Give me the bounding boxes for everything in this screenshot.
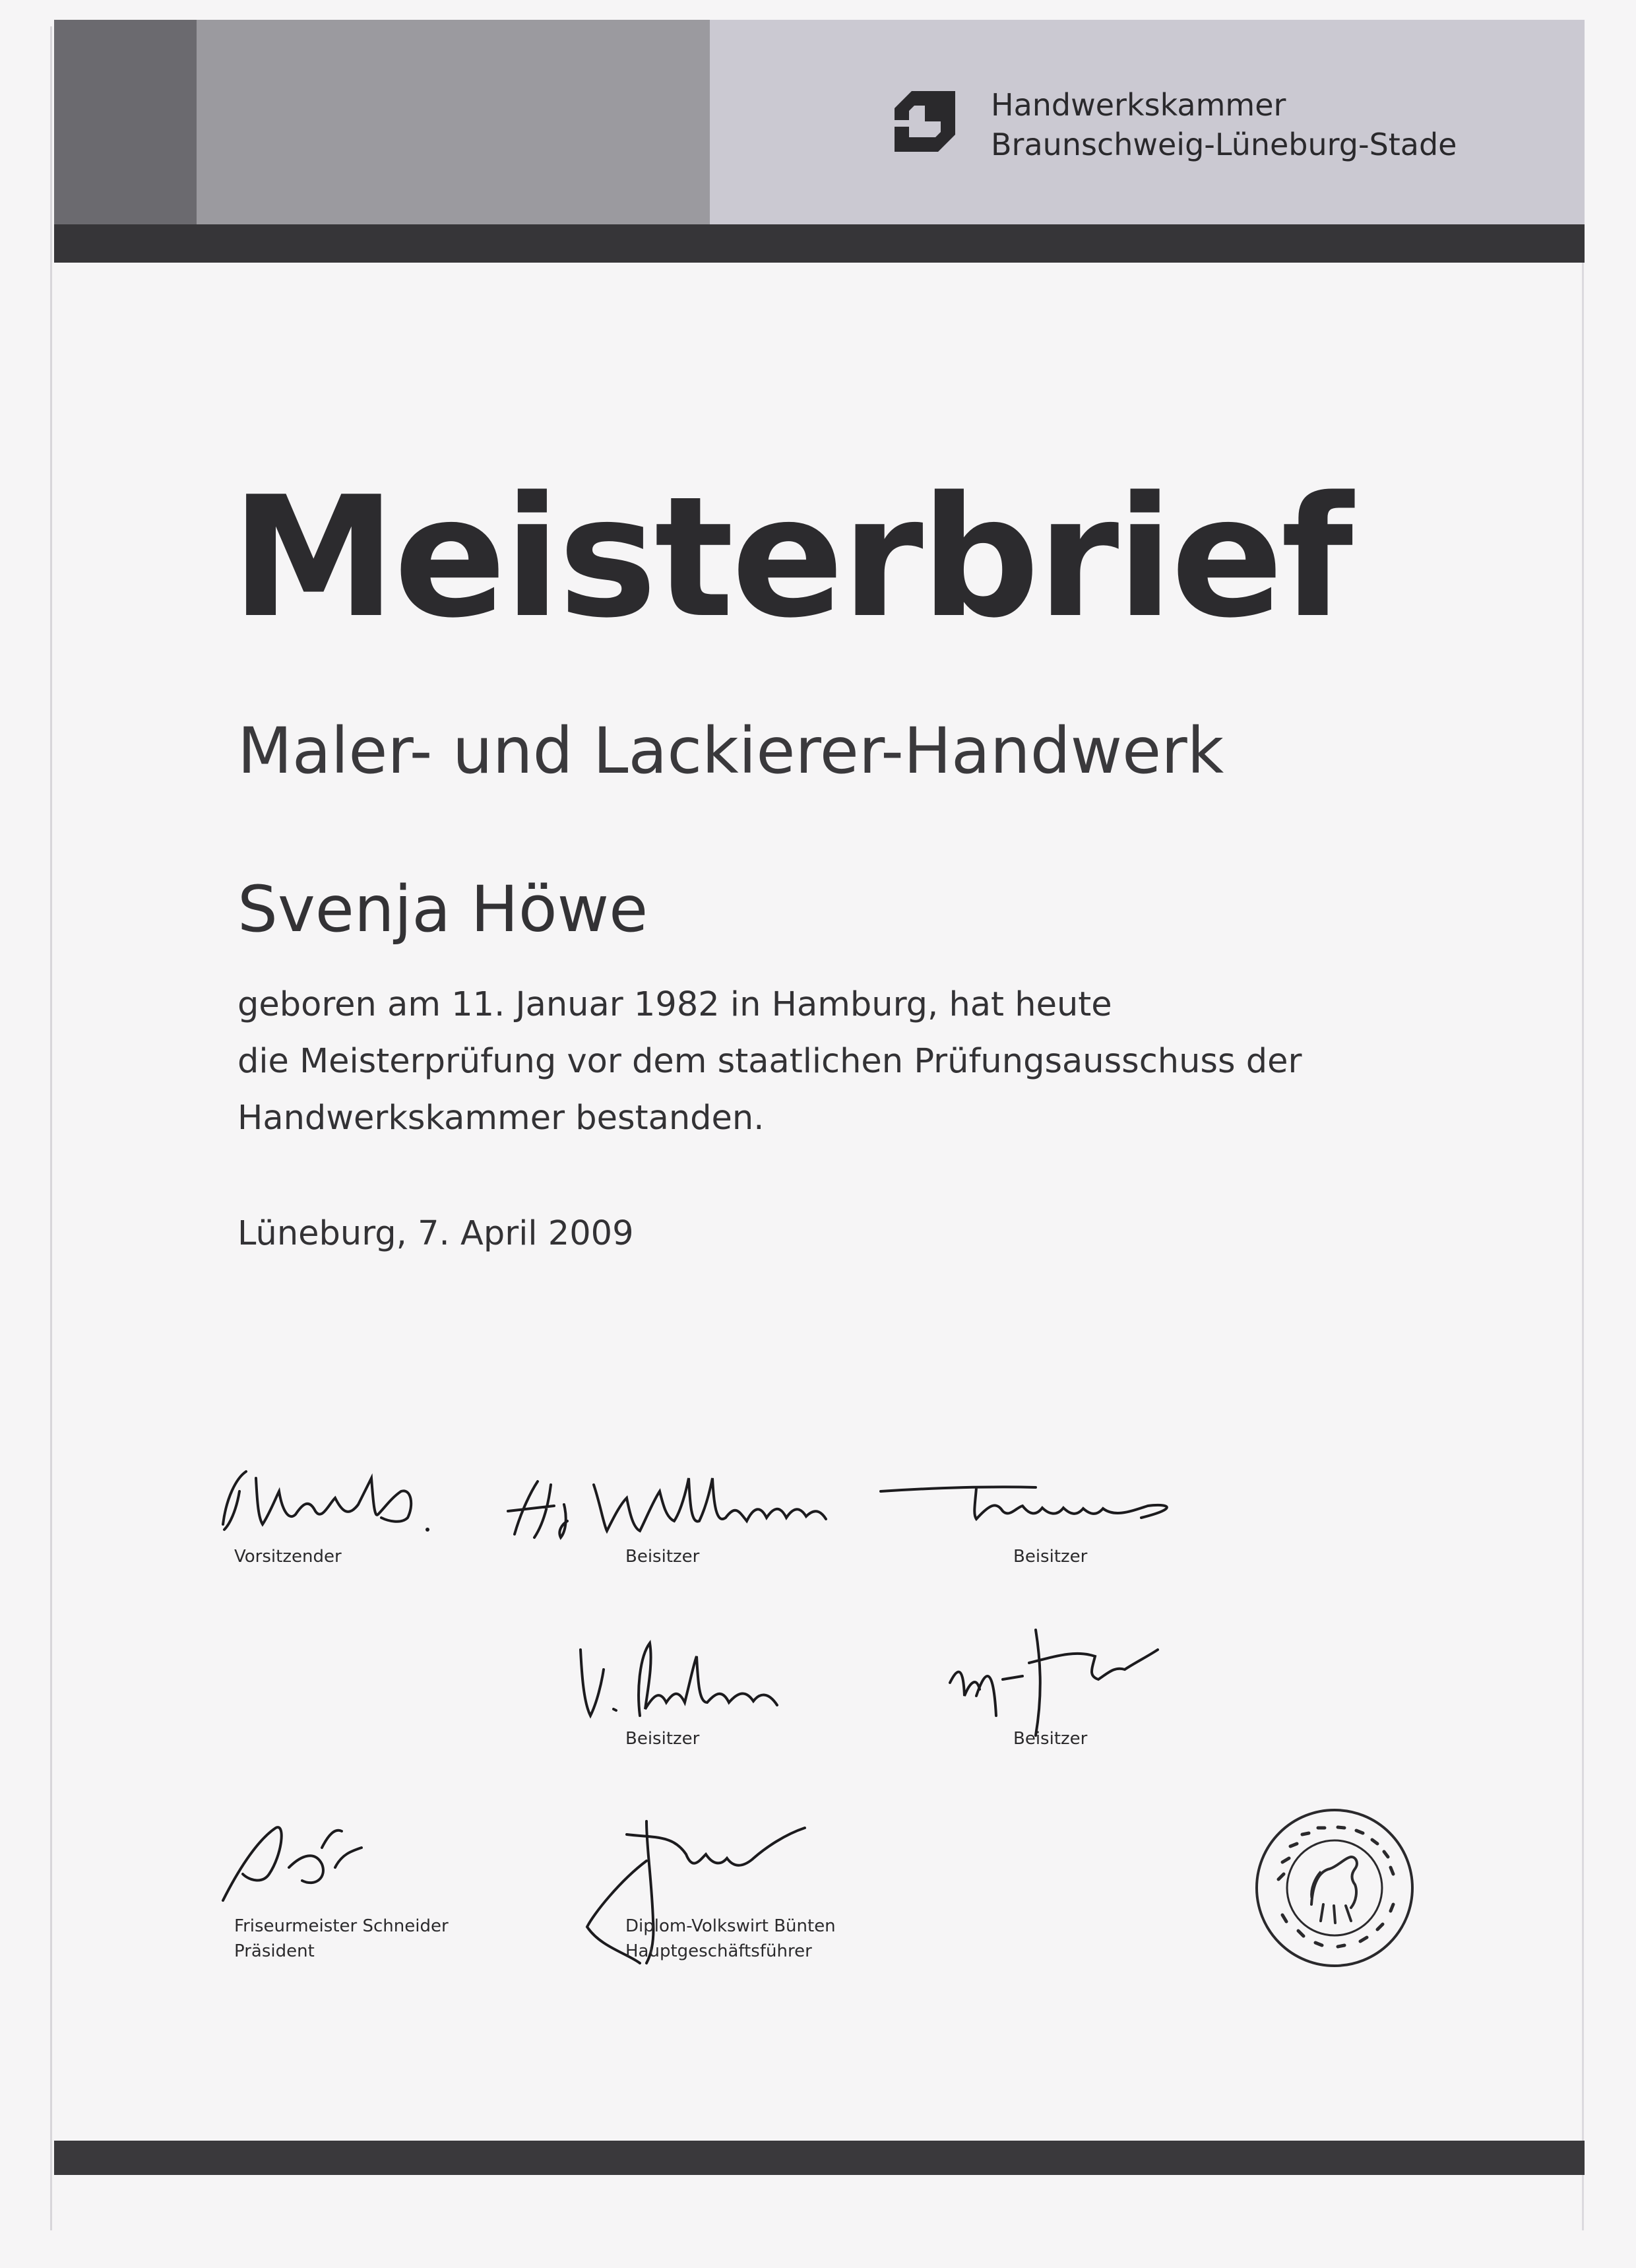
signature-role-assessor-4: Beisitzer [1013, 1729, 1088, 1749]
certificate-statement [237, 977, 1302, 1147]
statement-line: geboren am 11. Januar 1982 in Hamburg, hat heute [237, 985, 1112, 1024]
chamber-logo-icon [892, 88, 958, 154]
managing-director-name: Diplom-Volkswirt Bünten [625, 1916, 836, 1936]
president-role: Präsident [234, 1941, 315, 1961]
certificate-title: Meisterbrief [231, 461, 1351, 655]
signature-chairman [210, 1452, 447, 1544]
signature-role-chairman: Vorsitzender [234, 1547, 342, 1567]
horse-seal-icon [1252, 1805, 1417, 1970]
signature-assessor-4 [937, 1617, 1161, 1742]
holder-name: Svenja Höwe [237, 872, 648, 946]
header-block-dark [54, 20, 197, 224]
statement-line: Handwerkskammer bestanden. [237, 1099, 765, 1138]
managing-director-role: Hauptgeschäftsführer [625, 1941, 812, 1961]
certificate-trade: Maler- und Lackierer-Handwerk [237, 714, 1224, 788]
place-and-date: Lüneburg, 7. April 2009 [237, 1214, 634, 1253]
signature-managing-director-caption [625, 1914, 836, 1964]
chamber-name-line1: Handwerkskammer [991, 87, 1286, 123]
scan-edge [50, 26, 52, 2230]
signature-role-assessor-1: Beisitzer [625, 1547, 700, 1567]
president-name: Friseurmeister Schneider [234, 1916, 449, 1936]
signature-role-assessor-2: Beisitzer [1013, 1547, 1088, 1567]
chamber-name-line2: Braunschweig-Lüneburg-Stade [991, 127, 1457, 162]
statement-line: die Meisterprüfung vor dem staatlichen Prüfungsausschuss der [237, 1042, 1302, 1081]
signature-role-assessor-3: Beisitzer [625, 1729, 700, 1749]
signature-assessor-2 [877, 1478, 1187, 1531]
header-rule [54, 224, 1585, 263]
signature-president-caption [234, 1914, 449, 1964]
header-block-mid [197, 20, 710, 224]
signature-assessor-3 [567, 1636, 805, 1735]
signature-assessor-1 [501, 1465, 844, 1544]
scan-edge [1582, 26, 1584, 2230]
footer-rule [54, 2141, 1585, 2175]
signature-president [210, 1815, 381, 1907]
